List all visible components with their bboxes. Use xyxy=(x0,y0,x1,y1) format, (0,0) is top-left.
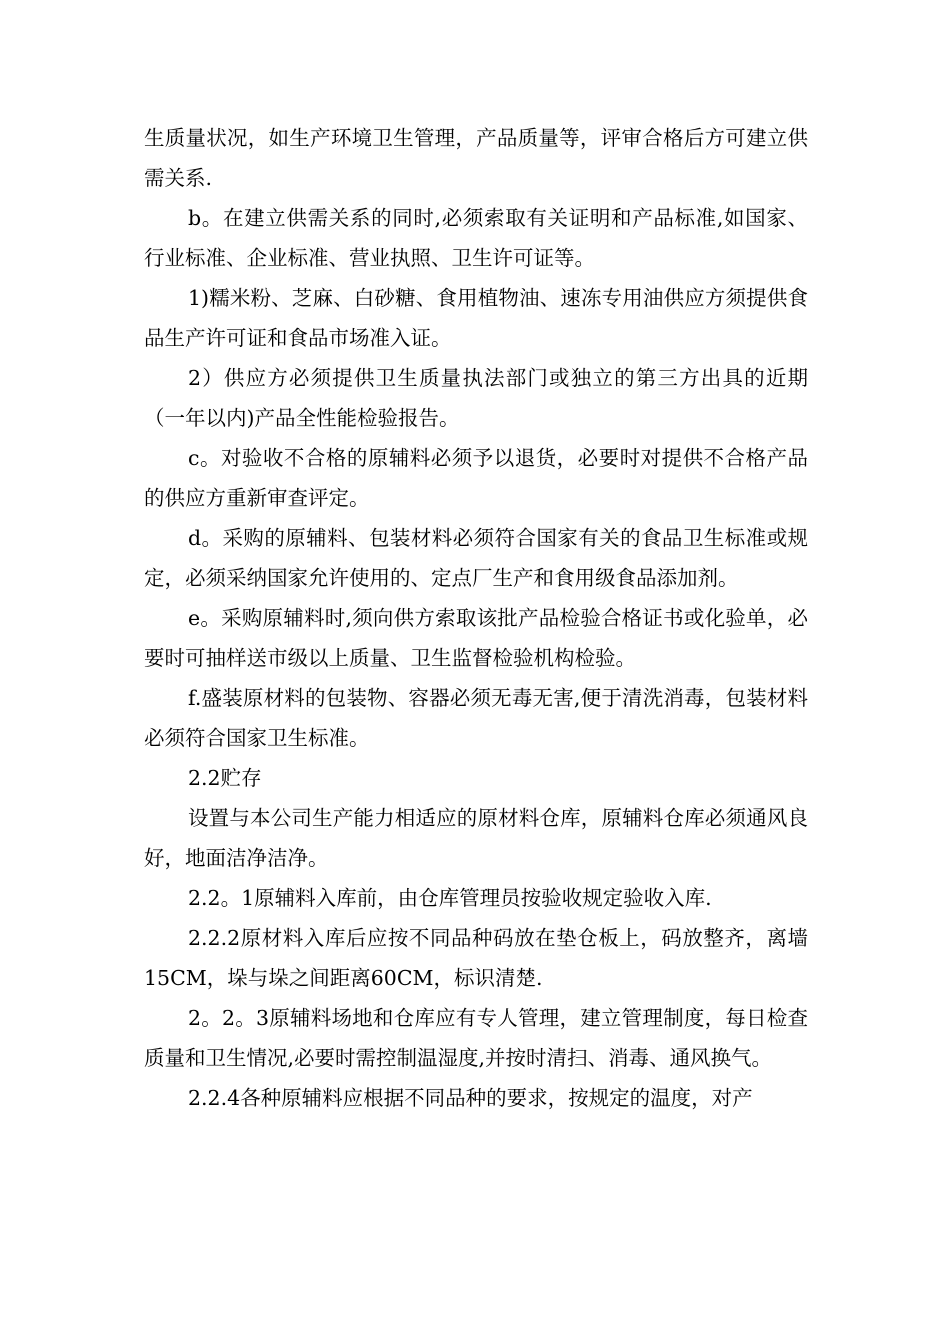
paragraph-6: d。采购的原辅料、包装材料必须符合国家有关的食品卫生标准或规定，必须采纳国家允许使用的、定点厂生产和食用级食品添加剂。 xyxy=(144,526,808,590)
section-heading-storage: 2.2贮存 xyxy=(188,766,262,790)
paragraph-14: 2.2.4各种原辅料应根据不同品种的要求，按规定的温度，对产 xyxy=(188,1086,753,1110)
paragraph-8: f.盛装原材料的包装物、容器必须无毒无害,便于清洗消毒，包装材料必须符合国家卫生标准。 xyxy=(144,686,808,750)
paragraph-2: b。在建立供需关系的同时,必须索取有关证明和产品标准,如国家、行业标准、企业标准、营业执照、卫生许可证等。 xyxy=(144,206,808,270)
paragraph-3: 1)糯米粉、芝麻、白砂糖、食用植物油、速冻专用油供应方须提供食品生产许可证和食品市场准入证。 xyxy=(144,286,808,350)
paragraph-4: 2）供应方必须提供卫生质量执法部门或独立的第三方出具的近期（一年以内)产品全性能检验报告。 xyxy=(144,366,808,430)
paragraph-11: 2.2。1原辅料入库前，由仓库管理员按验收规定验收入库. xyxy=(188,886,712,910)
paragraph-5: c。对验收不合格的原辅料必须予以退货，必要时对提供不合格产品的供应方重新审查评定。 xyxy=(144,446,808,510)
paragraph-7: e。采购原辅料时,须向供方索取该批产品检验合格证书或化验单，必要时可抽样送市级以上质量、卫生监督检验机构检验。 xyxy=(144,606,808,670)
paragraph-10: 设置与本公司生产能力相适应的原材料仓库，原辅料仓库必须通风良好，地面洁净洁净。 xyxy=(144,806,808,870)
paragraph-13: 2。2。3原辅料场地和仓库应有专人管理，建立管理制度，每日检查质量和卫生情况,必要时需控制温湿度,并按时清扫、消毒、通风换气。 xyxy=(144,1006,808,1070)
paragraph-1: 生质量状况，如生产环境卫生管理，产品质量等，评审合格后方可建立供需关系. xyxy=(144,126,808,190)
document-body xyxy=(144,118,808,1118)
paragraph-12: 2.2.2原材料入库后应按不同品种码放在垫仓板上，码放整齐，离墙15CM，垛与垛之间距离60CM，标识清楚. xyxy=(144,926,808,990)
